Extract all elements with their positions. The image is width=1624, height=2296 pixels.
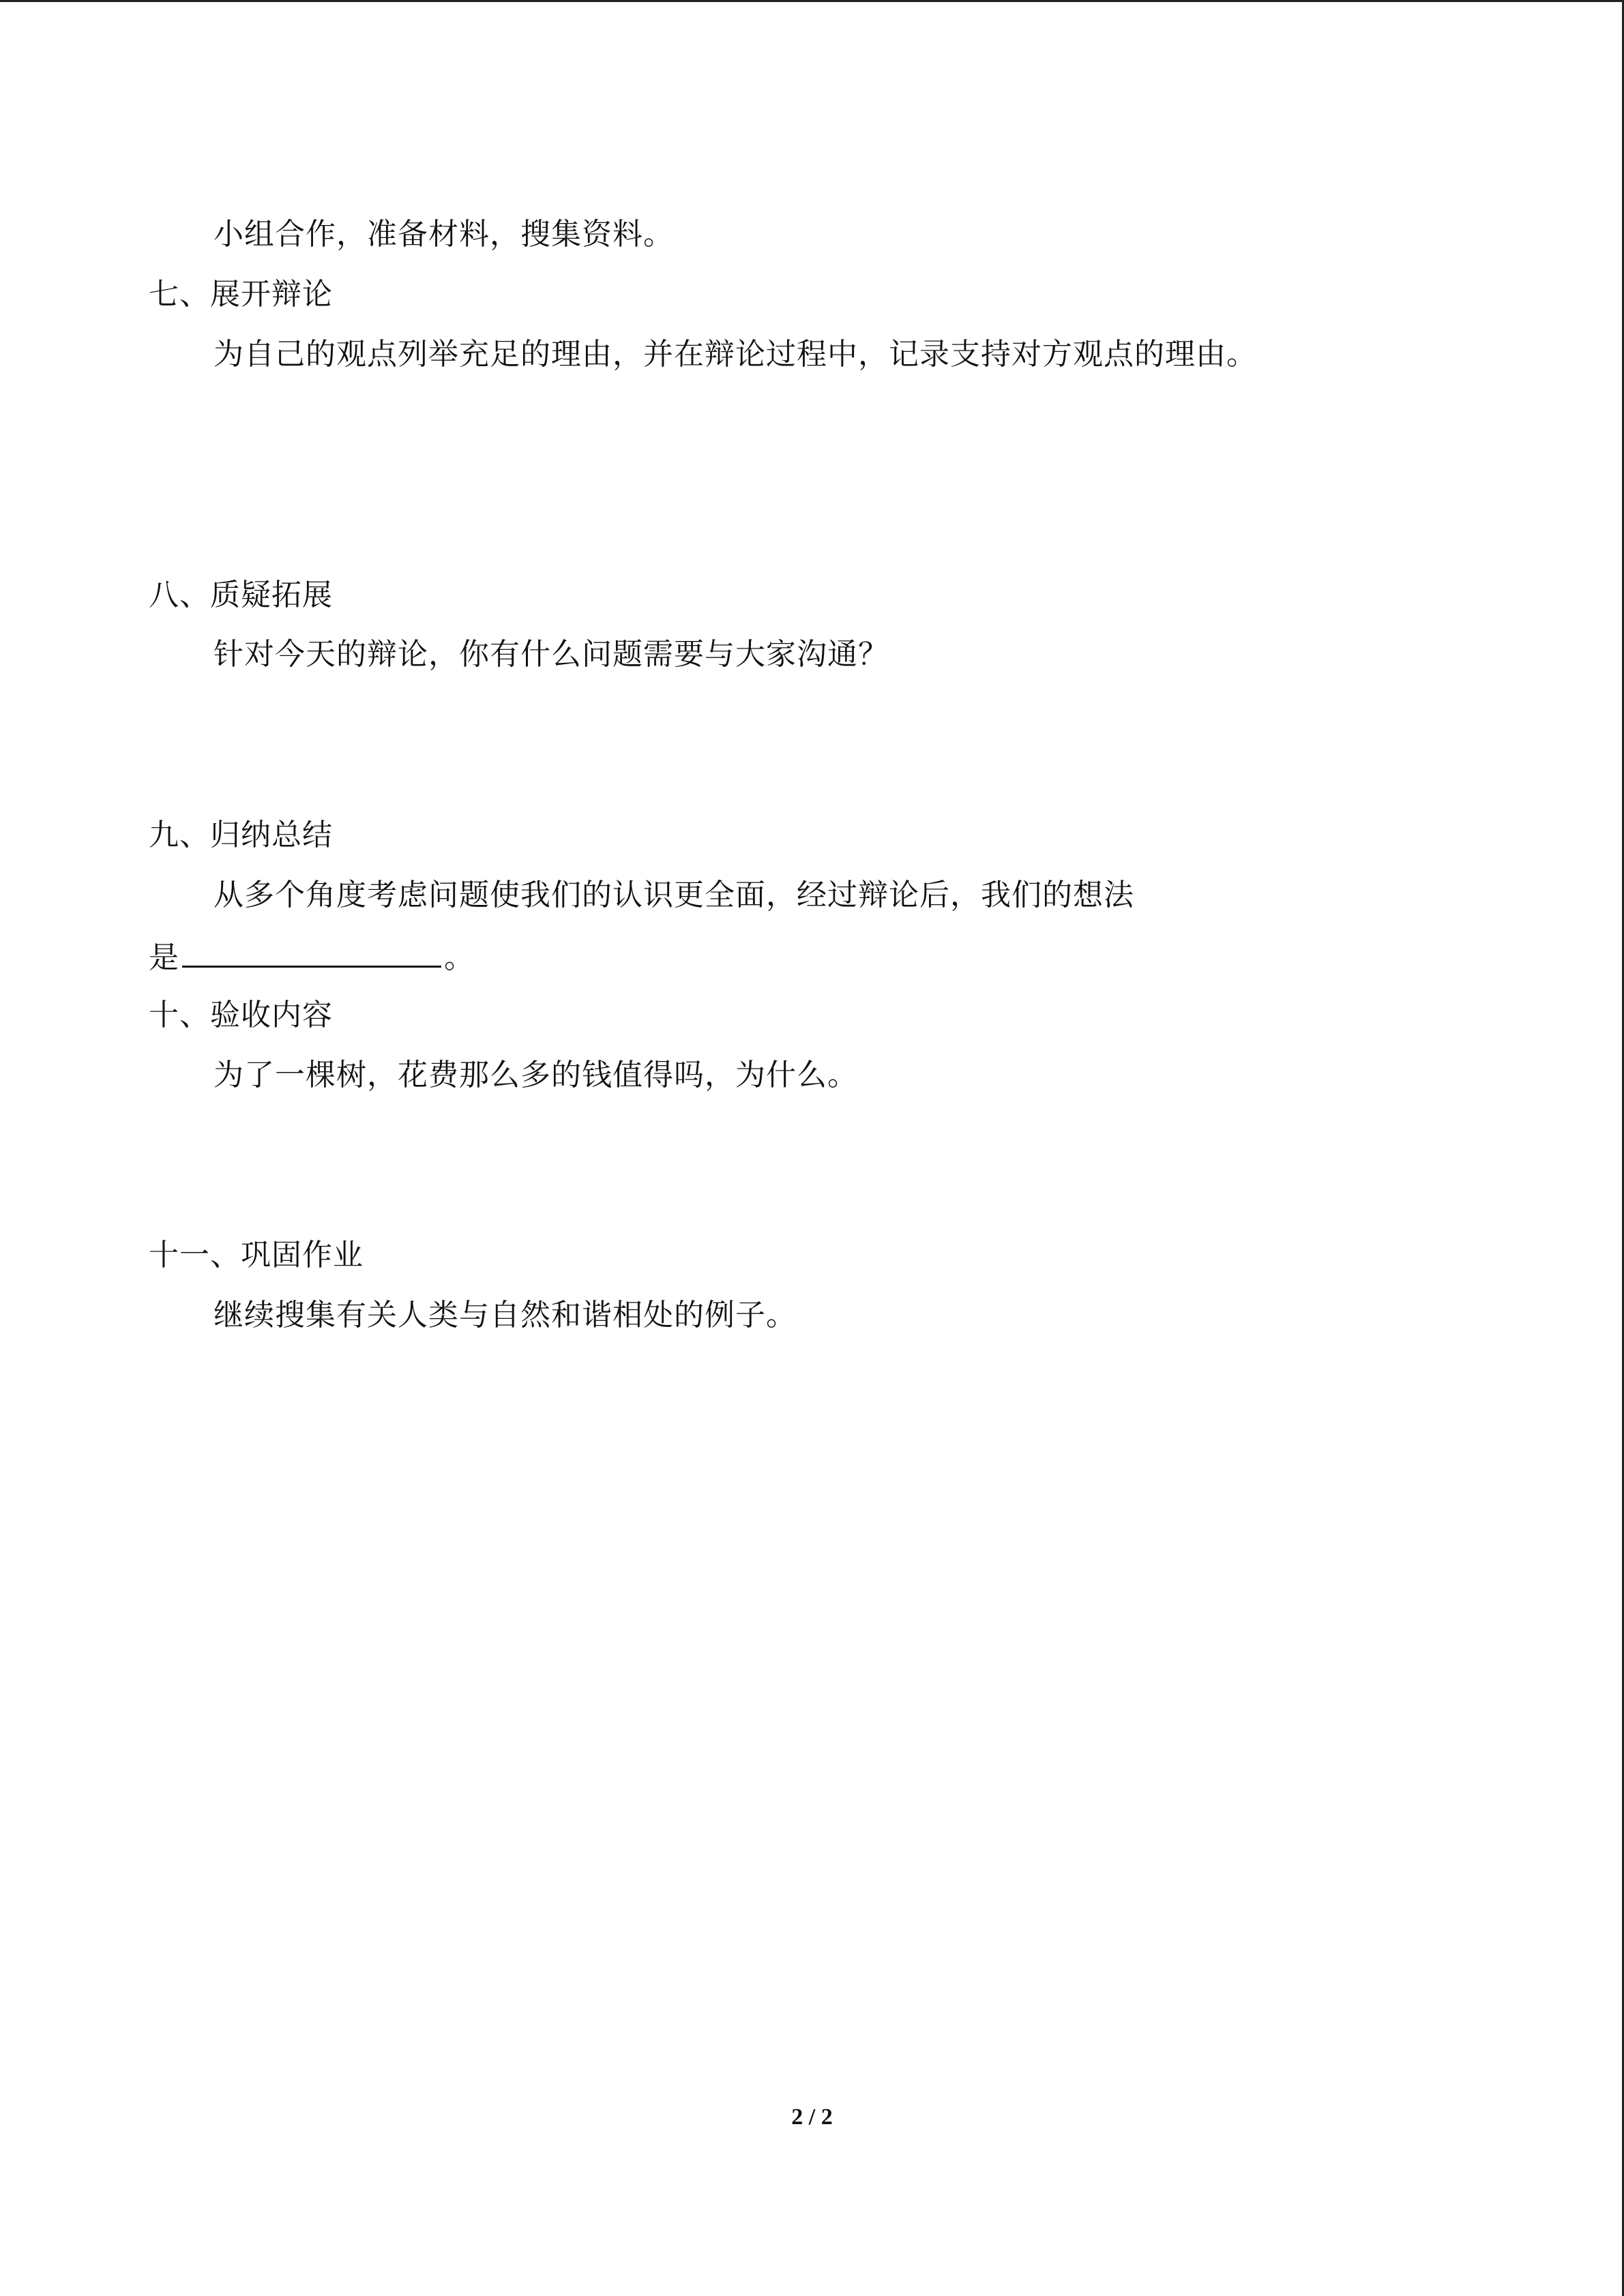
section-body-11: 继续搜集有关人类与自然和谐相处的例子。 — [213, 1298, 797, 1332]
continuation-prefix: 是 — [149, 940, 179, 975]
continuation-suffix: 。 — [444, 940, 475, 975]
section-body-9-continuation — [149, 936, 475, 979]
section-heading-9: 九、归纳总结 — [149, 818, 333, 852]
section-body-8: 针对今天的辩论，你有什么问题需要与大家沟通？ — [213, 637, 889, 672]
section-heading-7: 七、展开辩论 — [149, 277, 333, 312]
intro-line: 小组合作，准备材料，搜集资料。 — [213, 217, 674, 252]
section-body-7: 为自己的观点列举充足的理由，并在辩论过程中，记录支持对方观点的理由。 — [213, 337, 1257, 372]
section-heading-8: 八、质疑拓展 — [149, 578, 333, 612]
answer-blank[interactable] — [182, 936, 441, 968]
section-heading-11: 十一、巩固作业 — [149, 1238, 364, 1272]
section-heading-10: 十、验收内容 — [149, 998, 333, 1032]
section-body-10: 为了一棵树，花费那么多的钱值得吗，为什么。 — [213, 1058, 858, 1092]
section-body-9: 从多个角度考虑问题使我们的认识更全面，经过辩论后，我们的想法 — [213, 878, 1134, 912]
page-number: 2 / 2 — [791, 2104, 833, 2130]
top-border — [0, 0, 1624, 2]
